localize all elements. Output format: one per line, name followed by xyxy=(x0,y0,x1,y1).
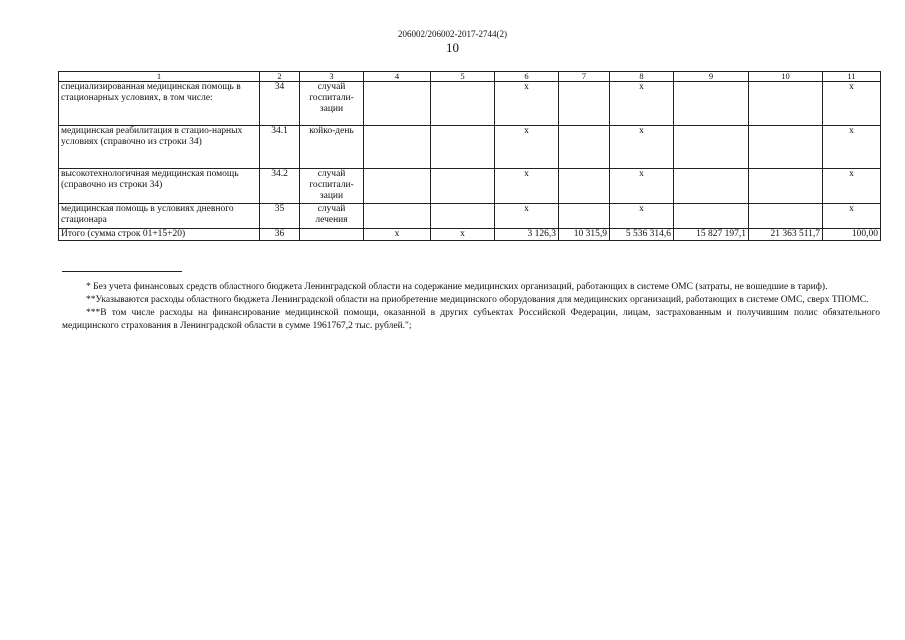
cell: 10 315,9 xyxy=(559,229,610,241)
row-code: 34 xyxy=(260,82,300,126)
cell xyxy=(559,82,610,126)
table-row xyxy=(59,169,881,204)
footnote-1: * Без учета финансовых средств областного бюджета Ленинградской области на содержание медицинских организаций, работающих в системе ОМС (затраты, не вошедшие в тариф). xyxy=(86,282,828,292)
column-number: 11 xyxy=(823,72,881,82)
column-number: 10 xyxy=(749,72,823,82)
row-code: 34.1 xyxy=(260,126,300,169)
cell xyxy=(364,204,431,229)
column-number: 2 xyxy=(260,72,300,82)
cell: x xyxy=(495,126,559,169)
cell xyxy=(749,126,823,169)
footnote-divider xyxy=(62,271,182,272)
table-row xyxy=(59,82,881,126)
row-code: 35 xyxy=(260,204,300,229)
column-number: 8 xyxy=(610,72,674,82)
row-code: 36 xyxy=(260,229,300,241)
row-unit: случай госпитали-зации xyxy=(300,169,364,204)
column-number: 6 xyxy=(495,72,559,82)
cell: 21 363 511,7 xyxy=(749,229,823,241)
cell xyxy=(749,82,823,126)
cell xyxy=(749,169,823,204)
document-code: 206002/206002-2017-2744(2) xyxy=(398,29,507,39)
cell: x xyxy=(823,169,881,204)
cell xyxy=(749,204,823,229)
cell xyxy=(674,82,749,126)
column-number: 4 xyxy=(364,72,431,82)
cell xyxy=(559,126,610,169)
total-row xyxy=(59,229,881,241)
cell xyxy=(431,126,495,169)
cell xyxy=(431,82,495,126)
cell xyxy=(559,169,610,204)
cell xyxy=(674,169,749,204)
row-code: 34.2 xyxy=(260,169,300,204)
row-unit: койко-день xyxy=(300,126,364,169)
footnote-3: ***В том числе расходы на финансирование медицинской помощи, оказанной в других субъектах Российской Федерации, лицам, застрахованным и получившим полис обязательного медицинского страхования в Ленинградской области в сумме 1961767,2 тыс. рублей."; xyxy=(62,308,880,331)
row-name: специализированная медицинская помощь в стационарных условиях, в том числе: xyxy=(59,82,260,126)
cell: 3 126,3 xyxy=(495,229,559,241)
row-unit xyxy=(300,229,364,241)
cell: x xyxy=(823,204,881,229)
cell: x xyxy=(610,82,674,126)
footnote-2: **Указываются расходы областного бюджета Ленинградской области на приобретение медицинского оборудования для медицинских организаций, работающих в системе ОМС, сверх ТПОМС. xyxy=(86,295,869,305)
cell xyxy=(431,169,495,204)
cell: 100,00 xyxy=(823,229,881,241)
column-number: 9 xyxy=(674,72,749,82)
footnotes xyxy=(62,281,880,333)
expenses-table xyxy=(58,71,881,241)
cell: 5 536 314,6 xyxy=(610,229,674,241)
cell xyxy=(674,204,749,229)
row-unit: случай лечения xyxy=(300,204,364,229)
column-number: 1 xyxy=(59,72,260,82)
table-row xyxy=(59,204,881,229)
page-number: 10 xyxy=(446,40,459,55)
column-number: 3 xyxy=(300,72,364,82)
cell xyxy=(559,204,610,229)
row-name: Итого (сумма строк 01+15+20) xyxy=(59,229,260,241)
cell: x xyxy=(495,204,559,229)
cell xyxy=(674,126,749,169)
cell xyxy=(364,126,431,169)
cell xyxy=(364,82,431,126)
cell: x xyxy=(495,169,559,204)
column-number: 7 xyxy=(559,72,610,82)
row-name: медицинская реабилитация в стацио-нарных условиях (справочно из строки 34) xyxy=(59,126,260,169)
column-number-row xyxy=(59,72,881,82)
cell: x xyxy=(823,82,881,126)
row-name: высокотехнологичная медицинская помощь (справочно из строки 34) xyxy=(59,169,260,204)
cell xyxy=(364,169,431,204)
cell: x xyxy=(610,204,674,229)
cell: x xyxy=(823,126,881,169)
table-row xyxy=(59,126,881,169)
cell: 15 827 197,1 xyxy=(674,229,749,241)
cell: x xyxy=(495,82,559,126)
cell xyxy=(431,204,495,229)
cell: x xyxy=(364,229,431,241)
cell: x xyxy=(610,169,674,204)
cell: x xyxy=(610,126,674,169)
row-name: медицинская помощь в условиях дневного стационара xyxy=(59,204,260,229)
cell: x xyxy=(431,229,495,241)
row-unit: случай госпитали-зации xyxy=(300,82,364,126)
column-number: 5 xyxy=(431,72,495,82)
